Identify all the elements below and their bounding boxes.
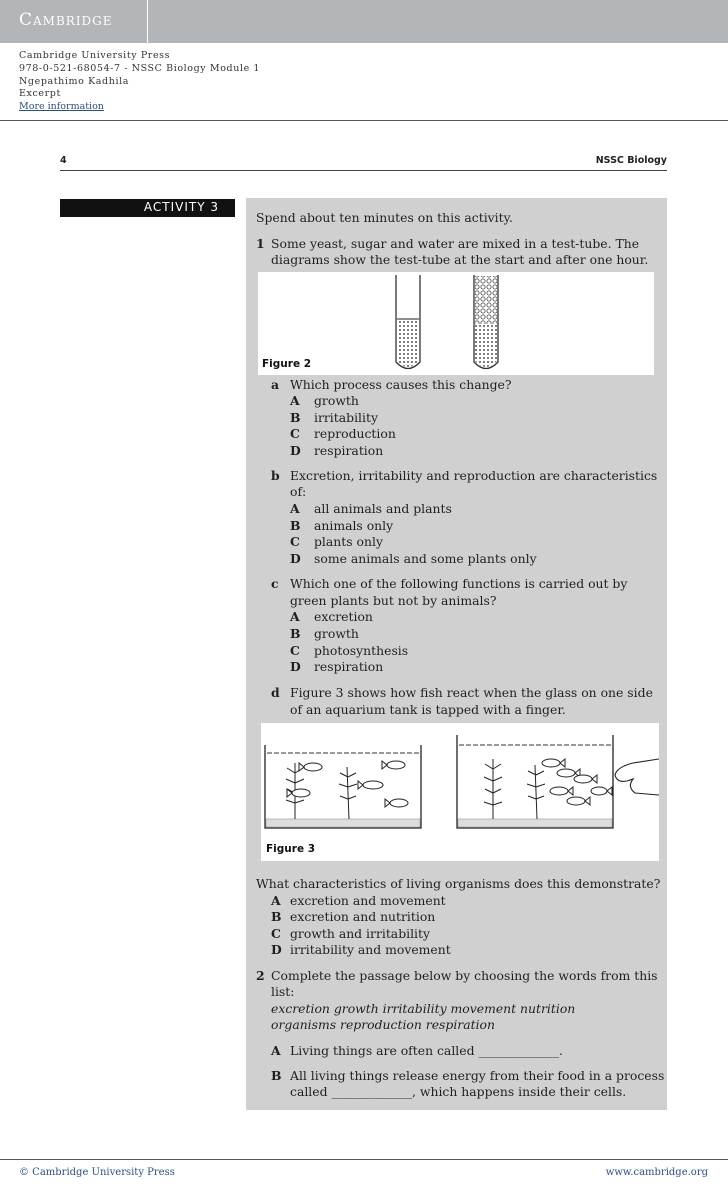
header-divider <box>0 120 728 121</box>
plant-icon <box>484 759 545 819</box>
q1a-option: irritability <box>314 410 378 425</box>
q2-text-line2: list: <box>271 984 295 999</box>
q1d-text-line1: Figure 3 shows how fish react when the glass on one side <box>290 685 653 700</box>
q1d-question: What characteristics of living organisms does this demonstrate? <box>256 876 661 891</box>
q1a-option: reproduction <box>314 426 396 441</box>
aquarium-after-tap <box>457 735 613 828</box>
q1a-option-letter: D <box>290 443 301 458</box>
q1d-option: excretion and movement <box>290 893 446 908</box>
q1b-option: all animals and plants <box>314 501 452 516</box>
figure-3 <box>261 723 659 861</box>
q1c-text-line2: green plants but not by animals? <box>290 593 497 608</box>
q2b-letter: B <box>271 1068 282 1083</box>
q1c-text-line1: Which one of the following functions is carried out by <box>290 576 628 591</box>
cambridge-logo: Cambridge <box>0 0 148 43</box>
book-title: NSSC Biology <box>595 155 667 166</box>
q1d-text-line2: of an aquarium tank is tapped with a finger. <box>290 702 566 717</box>
more-information-link[interactable]: More information <box>19 101 104 113</box>
activity-panel <box>246 198 667 1110</box>
q1d-option-letter: C <box>271 926 281 941</box>
q1b-option-letter: B <box>290 518 301 533</box>
running-head <box>60 155 667 171</box>
q1a-option-letter: B <box>290 410 301 425</box>
q1b-option-letter: D <box>290 551 301 566</box>
q1a-option-letter: A <box>290 393 300 408</box>
excerpt-label: Excerpt <box>19 88 61 100</box>
q1d-option-letter: A <box>271 893 281 908</box>
q1d-option-letter: D <box>271 942 282 957</box>
q1a-option: respiration <box>314 443 384 458</box>
book-metadata <box>19 50 260 114</box>
footer-divider <box>0 1159 728 1160</box>
q1c-option-letter: B <box>290 626 301 641</box>
q1d-option: irritability and movement <box>290 942 451 957</box>
q1d-option: growth and irritability <box>290 926 430 941</box>
q1d-letter: d <box>271 685 280 700</box>
activity-label: ACTIVITY 3 <box>60 199 235 217</box>
q1-text-line2: diagrams show the test-tube at the start and after one hour. <box>271 252 649 267</box>
q1-number: 1 <box>256 236 265 251</box>
intro-text: Spend about ten minutes on this activity. <box>256 210 513 225</box>
q1a-option-letter: C <box>290 426 300 441</box>
q2-number: 2 <box>256 968 265 983</box>
q1-text-line1: Some yeast, sugar and water are mixed in a test-tube. The <box>271 236 640 251</box>
q2b-text-line1: All living things release energy from their food in a process <box>290 1068 665 1083</box>
header-bar <box>0 0 728 43</box>
isbn: 978-0-521-68054-7 - NSSC Biology Module 1 <box>19 62 261 74</box>
q1b-text-line2: of: <box>290 484 307 499</box>
aquarium-diagram <box>261 723 659 861</box>
q2-text-line1: Complete the passage below by choosing the words from this <box>271 968 658 983</box>
q1b-option-letter: A <box>290 501 300 516</box>
q2a-text: Living things are often called _____________. <box>290 1043 563 1058</box>
q1a-letter: a <box>271 377 280 392</box>
q1c-option: respiration <box>314 659 384 674</box>
q1d-option-letter: B <box>271 909 282 924</box>
aquarium-before-tap <box>265 745 421 828</box>
website-link[interactable]: www.cambridge.org <box>605 1167 708 1178</box>
figure-2 <box>258 272 654 375</box>
finger-icon <box>615 759 659 795</box>
figure-2-label: Figure 2 <box>262 358 312 370</box>
q2a-letter: A <box>271 1043 281 1058</box>
q2-word-list-line2: organisms reproduction respiration <box>271 1017 495 1032</box>
q1d-option: excretion and nutrition <box>290 909 436 924</box>
q1b-option: some animals and some plants only <box>314 551 537 566</box>
figure-3-label: Figure 3 <box>266 843 316 855</box>
q1b-option: animals only <box>314 518 394 533</box>
q1b-option-letter: C <box>290 534 300 549</box>
q1c-option: photosynthesis <box>314 643 409 658</box>
q2b-text-line2: called _____________, which happens inside their cells. <box>290 1084 627 1099</box>
q1c-option: growth <box>314 626 359 641</box>
q1a-option: growth <box>314 393 359 408</box>
fish-icon <box>542 759 612 805</box>
author: Ngepathimo Kadhila <box>19 75 129 87</box>
q1c-option-letter: A <box>290 609 300 624</box>
q1b-text-line1: Excretion, irritability and reproduction are characteristics <box>290 468 658 483</box>
page-number: 4 <box>60 155 67 166</box>
publisher: Cambridge University Press <box>19 50 171 61</box>
q1b-option: plants only <box>314 534 383 549</box>
q1c-option: excretion <box>314 609 373 624</box>
q2-word-list-line1: excretion growth irritability movement nutrition <box>271 1001 576 1016</box>
q1b-letter: b <box>271 468 280 483</box>
q1c-option-letter: D <box>290 659 301 674</box>
test-tube-after-one-hour <box>474 275 498 369</box>
q1c-option-letter: C <box>290 643 300 658</box>
q1a-text: Which process causes this change? <box>290 377 512 392</box>
copyright[interactable]: © Cambridge University Press <box>19 1167 175 1178</box>
test-tube-start <box>396 275 420 369</box>
test-tube-diagram <box>258 272 654 375</box>
q1c-letter: c <box>271 576 279 591</box>
